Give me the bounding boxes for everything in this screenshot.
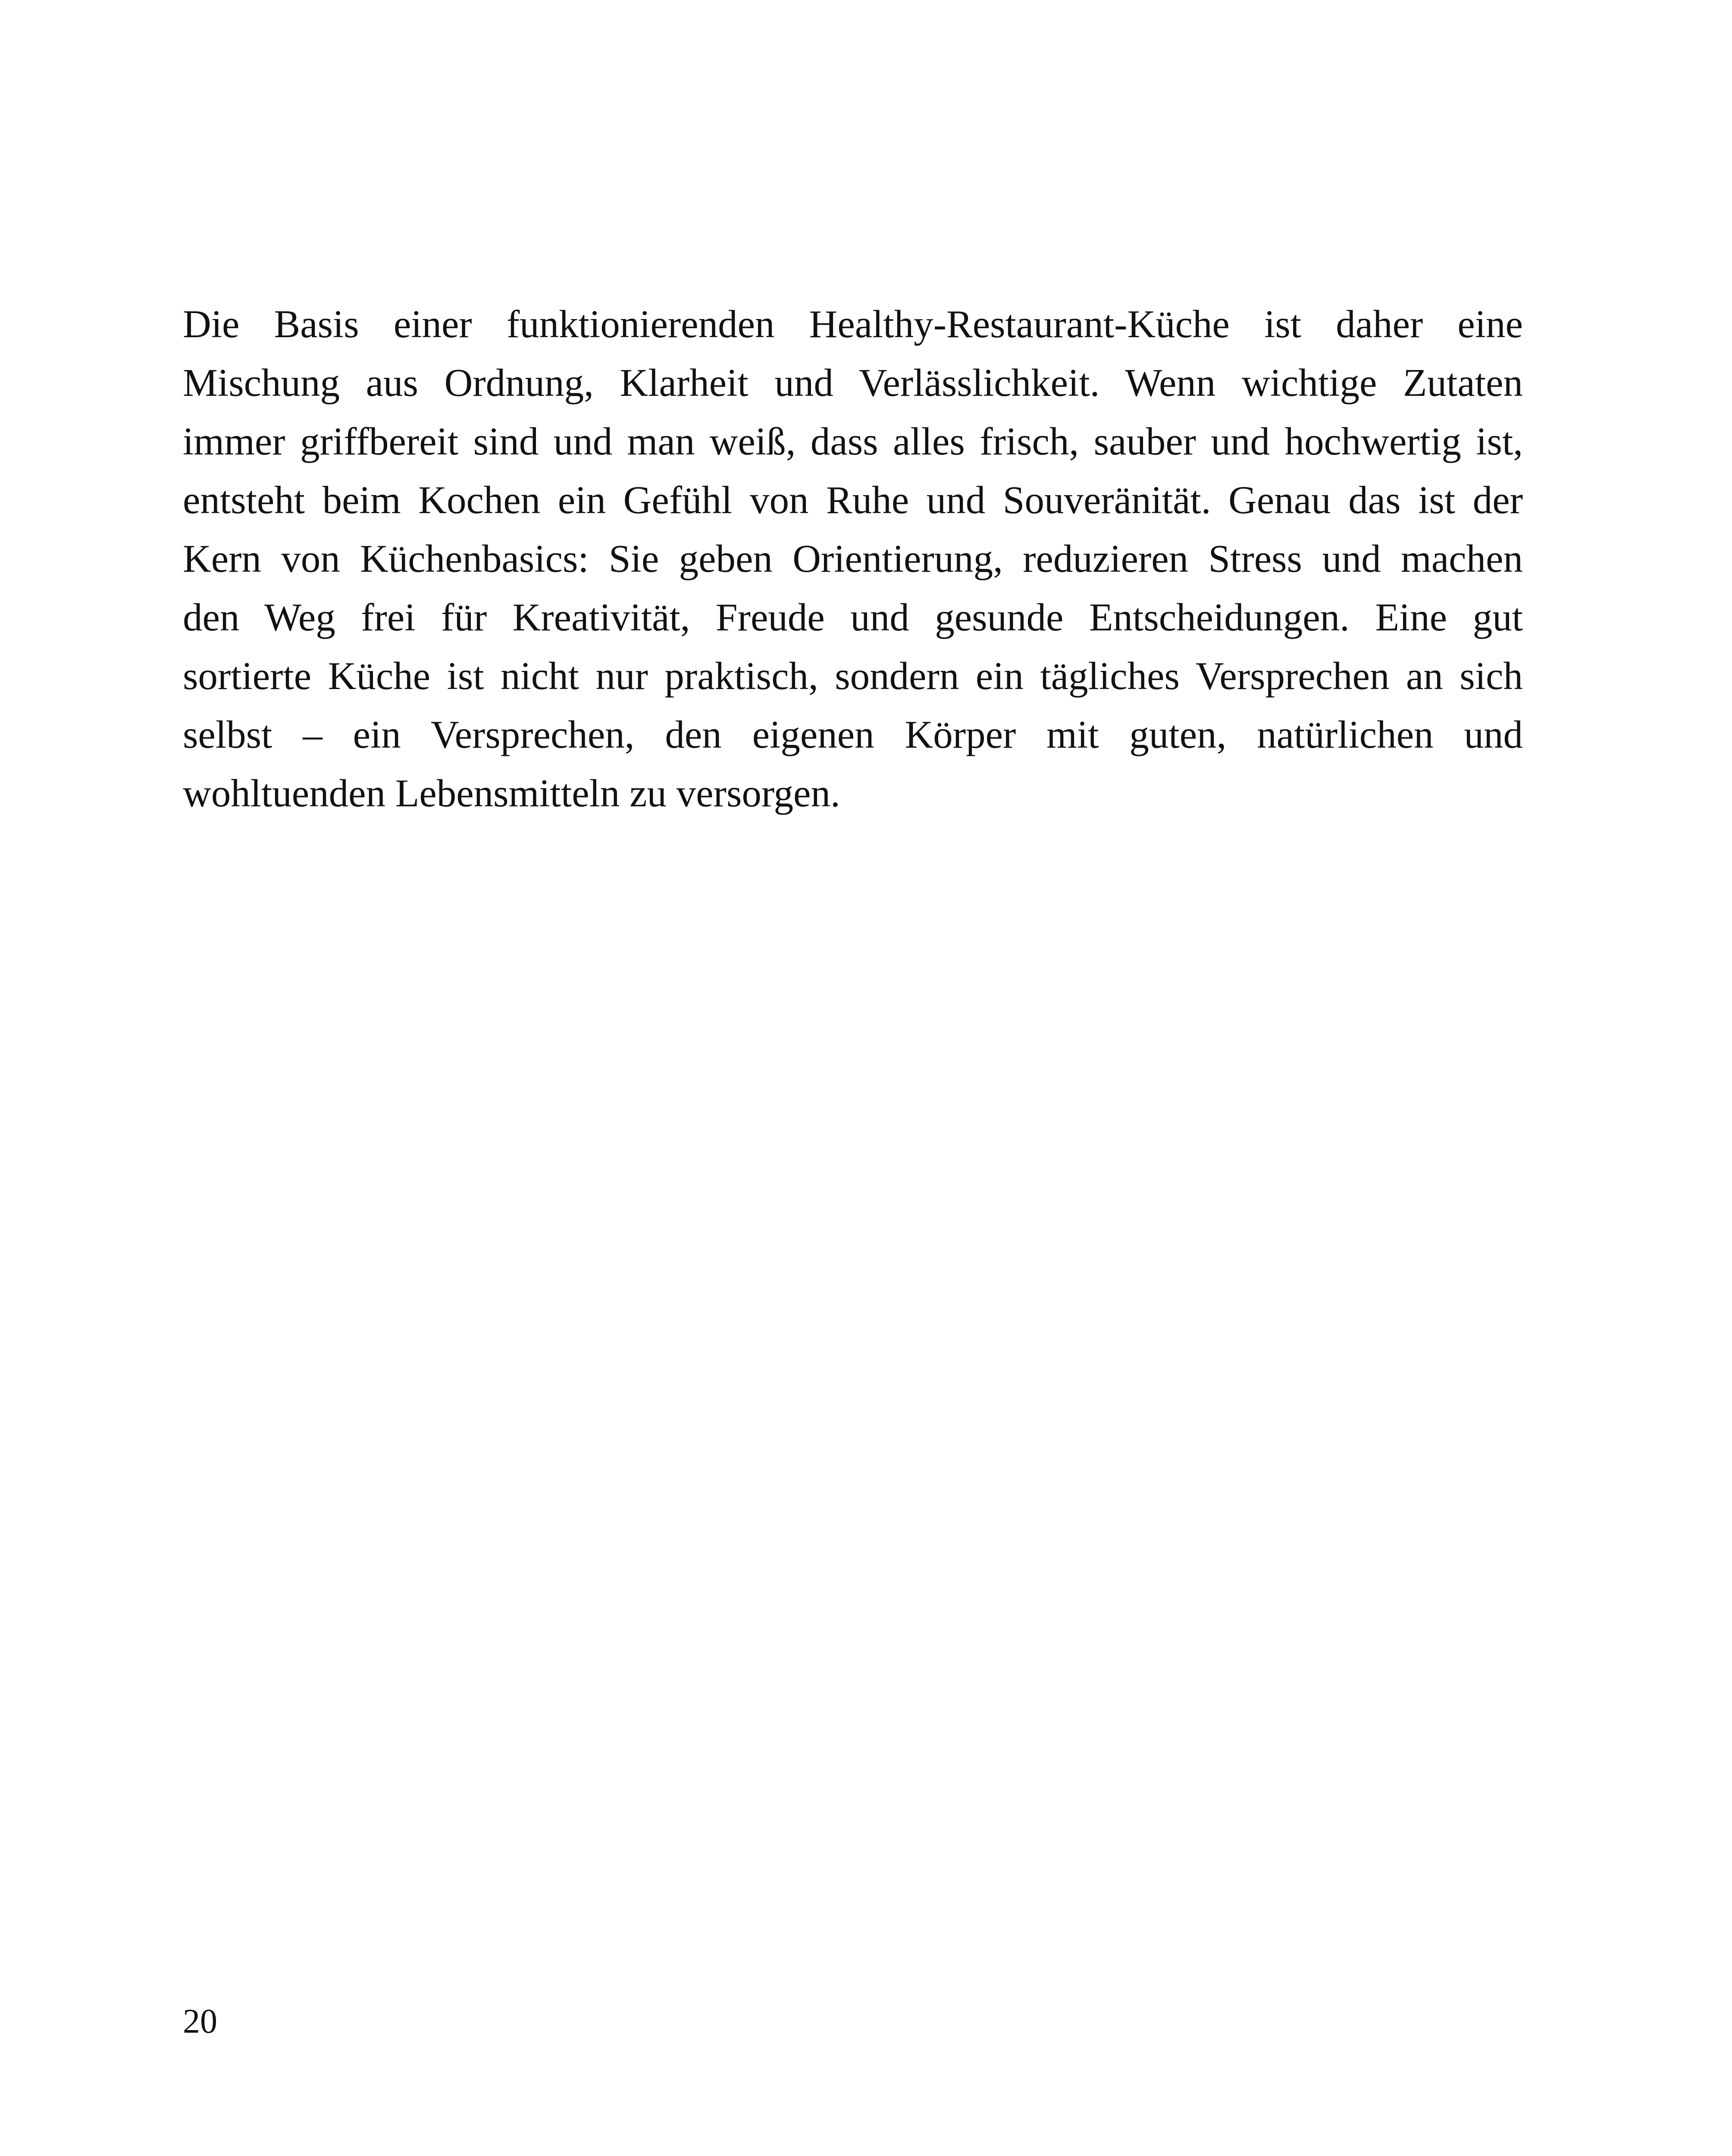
paragraph-line-4: entsteht beim Kochen ein Gefühl von Ruhe und Souveränität. Genau das ist der	[183, 478, 1523, 522]
paragraph-line-2: Mischung aus Ordnung, Klarheit und Verlässlichkeit. Wenn wichtige Zutaten	[183, 361, 1523, 404]
paragraph-line-7: sortierte Küche ist nicht nur praktisch, sondern ein tägliches Versprechen an sich	[183, 654, 1523, 698]
paragraph-line-5: Kern von Küchenbasics: Sie geben Orientierung, reduzieren Stress und machen	[183, 537, 1523, 580]
paragraph-line-3: immer griffbereit sind und man weiß, dass alles frisch, sauber und hochwertig ist,	[183, 420, 1523, 463]
page-number: 20	[183, 2002, 217, 2040]
paragraph-line-1: Die Basis einer funktionierenden Healthy-Restaurant-Küche ist daher eine	[183, 302, 1523, 346]
body-paragraph	[183, 295, 1523, 823]
paragraph-line-8: selbst – ein Versprechen, den eigenen Körper mit guten, natürlichen und	[183, 713, 1523, 756]
paragraph-line-6: den Weg frei für Kreativität, Freude und gesunde Entscheidungen. Eine gut	[183, 595, 1523, 639]
paragraph-line-9: wohltuenden Lebensmitteln zu versorgen.	[183, 771, 840, 815]
